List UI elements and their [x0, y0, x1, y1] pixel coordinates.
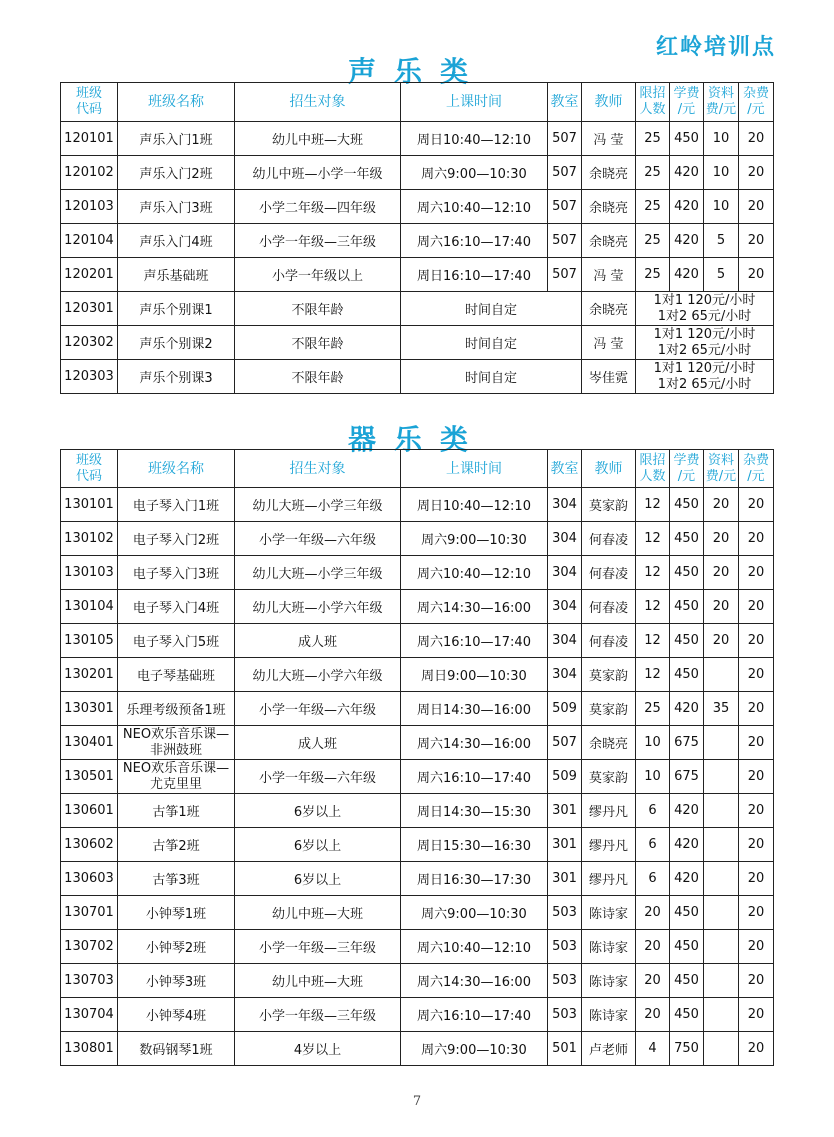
- misc-fee: 20: [739, 760, 774, 794]
- teacher: 余晓亮: [582, 156, 636, 190]
- table-row: [61, 998, 774, 1032]
- class-time: 周六14:30—16:00: [401, 590, 548, 624]
- enroll-target: 小学一年级—六年级: [235, 522, 401, 556]
- misc-fee: 20: [739, 794, 774, 828]
- teacher: 何春凌: [582, 624, 636, 658]
- teacher: 陈诗家: [582, 964, 636, 998]
- enroll-target: 6岁以上: [235, 862, 401, 896]
- tuition-fee: 450: [670, 896, 704, 930]
- enroll-limit: 10: [636, 760, 670, 794]
- misc-fee: 20: [739, 258, 774, 292]
- enroll-limit: 12: [636, 590, 670, 624]
- class-name: NEO欢乐音乐课—尤克里里: [118, 760, 235, 794]
- class-time: 周六9:00—10:30: [401, 522, 548, 556]
- class-time: 周六10:40—12:10: [401, 556, 548, 590]
- tuition-fee: 420: [670, 224, 704, 258]
- class-time: 周六16:10—17:40: [401, 624, 548, 658]
- classroom: 507: [548, 258, 582, 292]
- table-row: [61, 224, 774, 258]
- class-name: 古筝3班: [118, 862, 235, 896]
- teacher: 余晓亮: [582, 726, 636, 760]
- table-row: [61, 692, 774, 726]
- misc-fee: 20: [739, 190, 774, 224]
- table-row: [61, 292, 774, 326]
- teacher: 冯 莹: [582, 326, 636, 360]
- class-code: 130105: [61, 624, 118, 658]
- teacher: 余晓亮: [582, 292, 636, 326]
- enroll-target: 不限年龄: [235, 292, 401, 326]
- enroll-target: 6岁以上: [235, 794, 401, 828]
- enroll-limit: 12: [636, 624, 670, 658]
- tuition-fee: 420: [670, 828, 704, 862]
- class-name: 电子琴入门2班: [118, 522, 235, 556]
- header-misc: 杂费 /元: [739, 83, 774, 122]
- class-time: 周六16:10—17:40: [401, 224, 548, 258]
- table-row: [61, 122, 774, 156]
- enroll-target: 小学一年级—三年级: [235, 998, 401, 1032]
- header-name: 班级名称: [118, 83, 235, 122]
- tuition-fee: 450: [670, 964, 704, 998]
- class-code: 130301: [61, 692, 118, 726]
- material-fee: 20: [704, 488, 739, 522]
- classroom: 301: [548, 828, 582, 862]
- enroll-limit: 25: [636, 692, 670, 726]
- class-time: 周日14:30—15:30: [401, 794, 548, 828]
- enroll-target: 幼儿大班—小学三年级: [235, 488, 401, 522]
- material-fee: 5: [704, 258, 739, 292]
- class-name: 小钟琴4班: [118, 998, 235, 1032]
- table-row: [61, 964, 774, 998]
- material-fee: 10: [704, 190, 739, 224]
- enroll-limit: 6: [636, 828, 670, 862]
- header-code: 班级 代码: [61, 83, 118, 122]
- header-fee: 学费 /元: [670, 83, 704, 122]
- material-fee: [704, 896, 739, 930]
- classroom: 304: [548, 556, 582, 590]
- enroll-target: 小学一年级—三年级: [235, 930, 401, 964]
- teacher: 岑佳霓: [582, 360, 636, 394]
- class-name: 声乐个别课1: [118, 292, 235, 326]
- material-fee: [704, 726, 739, 760]
- material-fee: 10: [704, 122, 739, 156]
- classroom: 507: [548, 224, 582, 258]
- class-code: 120102: [61, 156, 118, 190]
- enroll-limit: 20: [636, 998, 670, 1032]
- table-row: [61, 156, 774, 190]
- enroll-limit: 25: [636, 190, 670, 224]
- enroll-target: 幼儿中班—小学一年级: [235, 156, 401, 190]
- material-fee: [704, 930, 739, 964]
- teacher: 卢老师: [582, 1032, 636, 1066]
- tuition-fee: 420: [670, 862, 704, 896]
- class-time: 周六14:30—16:00: [401, 964, 548, 998]
- tuition-fee: 420: [670, 692, 704, 726]
- misc-fee: 20: [739, 522, 774, 556]
- misc-fee: 20: [739, 1032, 774, 1066]
- material-fee: [704, 760, 739, 794]
- class-time: 周日16:30—17:30: [401, 862, 548, 896]
- material-fee: [704, 1032, 739, 1066]
- enroll-limit: 12: [636, 522, 670, 556]
- material-fee: [704, 998, 739, 1032]
- class-code: 130102: [61, 522, 118, 556]
- tuition-fee: 450: [670, 998, 704, 1032]
- class-name: NEO欢乐音乐课—非洲鼓班: [118, 726, 235, 760]
- class-code: 130603: [61, 862, 118, 896]
- classroom: 503: [548, 930, 582, 964]
- classroom: 503: [548, 998, 582, 1032]
- tutor-fee-line: 1对2 65元/小时: [657, 342, 752, 358]
- misc-fee: 20: [739, 556, 774, 590]
- misc-fee: 20: [739, 122, 774, 156]
- enroll-limit: 4: [636, 1032, 670, 1066]
- class-time: 周日16:10—17:40: [401, 258, 548, 292]
- misc-fee: 20: [739, 896, 774, 930]
- misc-fee: 20: [739, 624, 774, 658]
- tutor-fee-line: 1对2 65元/小时: [657, 376, 752, 392]
- teacher: 陈诗家: [582, 896, 636, 930]
- class-code: 130701: [61, 896, 118, 930]
- enroll-limit: 6: [636, 794, 670, 828]
- class-name: 小钟琴2班: [118, 930, 235, 964]
- class-code: 130104: [61, 590, 118, 624]
- tuition-fee: 420: [670, 794, 704, 828]
- header-material: 资料 费/元: [704, 83, 739, 122]
- classroom: 301: [548, 862, 582, 896]
- classroom: 509: [548, 760, 582, 794]
- material-fee: 20: [704, 590, 739, 624]
- class-time: 时间自定: [401, 360, 582, 394]
- class-code: 120103: [61, 190, 118, 224]
- teacher: 何春凌: [582, 522, 636, 556]
- class-time: 周日10:40—12:10: [401, 488, 548, 522]
- table-row: [61, 326, 774, 360]
- tutor-fee-line: 1对1 120元/小时: [653, 326, 756, 342]
- material-fee: 20: [704, 624, 739, 658]
- class-name: 声乐入门4班: [118, 224, 235, 258]
- tuition-fee: 450: [670, 590, 704, 624]
- enroll-limit: 12: [636, 488, 670, 522]
- class-code: 130101: [61, 488, 118, 522]
- enroll-limit: 20: [636, 930, 670, 964]
- enroll-target: 不限年龄: [235, 326, 401, 360]
- enroll-target: 幼儿中班—大班: [235, 896, 401, 930]
- classroom: 501: [548, 1032, 582, 1066]
- material-fee: 5: [704, 224, 739, 258]
- enroll-target: 小学一年级—三年级: [235, 224, 401, 258]
- enroll-limit: 25: [636, 156, 670, 190]
- class-name: 电子琴入门1班: [118, 488, 235, 522]
- class-time: 时间自定: [401, 326, 582, 360]
- tuition-fee: 450: [670, 122, 704, 156]
- material-fee: 10: [704, 156, 739, 190]
- class-time: 周六14:30—16:00: [401, 726, 548, 760]
- enroll-limit: 25: [636, 258, 670, 292]
- enroll-target: 幼儿大班—小学三年级: [235, 556, 401, 590]
- tuition-fee: 450: [670, 556, 704, 590]
- class-time: 周六9:00—10:30: [401, 1032, 548, 1066]
- class-code: 120101: [61, 122, 118, 156]
- class-name: 小钟琴1班: [118, 896, 235, 930]
- misc-fee: 20: [739, 488, 774, 522]
- teacher: 余晓亮: [582, 190, 636, 224]
- classroom: 509: [548, 692, 582, 726]
- teacher: 何春凌: [582, 556, 636, 590]
- tuition-fee: 450: [670, 488, 704, 522]
- class-time: 周日10:40—12:10: [401, 122, 548, 156]
- class-name: 声乐个别课2: [118, 326, 235, 360]
- tutor-fee-line: 1对2 65元/小时: [657, 308, 752, 324]
- class-code: 130501: [61, 760, 118, 794]
- tuition-fee: 675: [670, 760, 704, 794]
- material-fee: 20: [704, 556, 739, 590]
- classroom: 304: [548, 624, 582, 658]
- class-code: 130601: [61, 794, 118, 828]
- enroll-limit: 20: [636, 896, 670, 930]
- teacher: 缪丹凡: [582, 862, 636, 896]
- table-row: [61, 862, 774, 896]
- misc-fee: 20: [739, 828, 774, 862]
- enroll-limit: 10: [636, 726, 670, 760]
- table-row: [61, 658, 774, 692]
- table-row: [61, 590, 774, 624]
- class-name: 声乐入门1班: [118, 122, 235, 156]
- teacher: 莫家韵: [582, 658, 636, 692]
- enroll-limit: 25: [636, 224, 670, 258]
- table-row: [61, 726, 774, 760]
- enroll-target: 幼儿大班—小学六年级: [235, 658, 401, 692]
- teacher: 缪丹凡: [582, 828, 636, 862]
- class-code: 130801: [61, 1032, 118, 1066]
- class-name: 声乐个别课3: [118, 360, 235, 394]
- misc-fee: 20: [739, 998, 774, 1032]
- classroom: 301: [548, 794, 582, 828]
- enroll-target: 成人班: [235, 726, 401, 760]
- teacher: 余晓亮: [582, 224, 636, 258]
- classroom: 503: [548, 896, 582, 930]
- class-name: 电子琴入门3班: [118, 556, 235, 590]
- enroll-target: 成人班: [235, 624, 401, 658]
- tuition-fee: 420: [670, 258, 704, 292]
- enroll-target: 小学一年级—六年级: [235, 760, 401, 794]
- class-code: 130702: [61, 930, 118, 964]
- classroom: 507: [548, 156, 582, 190]
- table-row: [61, 794, 774, 828]
- tuition-fee: 750: [670, 1032, 704, 1066]
- teacher: 冯 莹: [582, 258, 636, 292]
- class-code: 130704: [61, 998, 118, 1032]
- classroom: 507: [548, 122, 582, 156]
- header-teacher: 教师: [582, 83, 636, 122]
- teacher: 缪丹凡: [582, 794, 636, 828]
- classroom: 503: [548, 964, 582, 998]
- tuition-fee: 450: [670, 658, 704, 692]
- class-name: 古筝1班: [118, 794, 235, 828]
- class-time: 周六16:10—17:40: [401, 760, 548, 794]
- tutor-fee: [636, 292, 774, 326]
- teacher: 冯 莹: [582, 122, 636, 156]
- class-time: 时间自定: [401, 292, 582, 326]
- class-code: 120104: [61, 224, 118, 258]
- header-room: 教室: [548, 450, 582, 488]
- header-room: 教室: [548, 83, 582, 122]
- class-name: 古筝2班: [118, 828, 235, 862]
- section-title-vocal: 声乐类: [347, 55, 486, 88]
- class-time: 周日14:30—16:00: [401, 692, 548, 726]
- header-target: 招生对象: [235, 450, 401, 488]
- class-time: 周六9:00—10:30: [401, 896, 548, 930]
- material-fee: [704, 964, 739, 998]
- class-time: 周六10:40—12:10: [401, 190, 548, 224]
- misc-fee: 20: [739, 224, 774, 258]
- class-time: 周六9:00—10:30: [401, 156, 548, 190]
- vocal-schedule-table: [60, 82, 774, 394]
- table-row: [61, 258, 774, 292]
- class-code: 120301: [61, 292, 118, 326]
- table-row: [61, 828, 774, 862]
- misc-fee: 20: [739, 930, 774, 964]
- header-limit: 限招 人数: [636, 83, 670, 122]
- teacher: 何春凌: [582, 590, 636, 624]
- class-code: 130602: [61, 828, 118, 862]
- table-row: [61, 556, 774, 590]
- class-time: 周六10:40—12:10: [401, 930, 548, 964]
- tutor-fee: [636, 326, 774, 360]
- misc-fee: 20: [739, 726, 774, 760]
- class-code: 120201: [61, 258, 118, 292]
- enroll-target: 4岁以上: [235, 1032, 401, 1066]
- class-name: 电子琴入门4班: [118, 590, 235, 624]
- table-row: [61, 190, 774, 224]
- class-name: 声乐基础班: [118, 258, 235, 292]
- enroll-limit: 6: [636, 862, 670, 896]
- enroll-target: 不限年龄: [235, 360, 401, 394]
- enroll-target: 小学一年级以上: [235, 258, 401, 292]
- location-title: 红岭培训点: [655, 35, 776, 60]
- table-row: [61, 930, 774, 964]
- class-time: 周六16:10—17:40: [401, 998, 548, 1032]
- tuition-fee: 420: [670, 156, 704, 190]
- tuition-fee: 450: [670, 522, 704, 556]
- enroll-limit: 12: [636, 658, 670, 692]
- enroll-target: 小学二年级—四年级: [235, 190, 401, 224]
- header-limit: 限招 人数: [636, 450, 670, 488]
- misc-fee: 20: [739, 692, 774, 726]
- enroll-target: 6岁以上: [235, 828, 401, 862]
- header-time: 上课时间: [401, 83, 548, 122]
- table-row: [61, 624, 774, 658]
- tuition-fee: 450: [670, 930, 704, 964]
- material-fee: [704, 862, 739, 896]
- classroom: 304: [548, 590, 582, 624]
- classroom: 304: [548, 658, 582, 692]
- enroll-target: 小学一年级—六年级: [235, 692, 401, 726]
- enroll-limit: 20: [636, 964, 670, 998]
- class-name: 电子琴基础班: [118, 658, 235, 692]
- misc-fee: 20: [739, 964, 774, 998]
- teacher: 莫家韵: [582, 760, 636, 794]
- class-name: 电子琴入门5班: [118, 624, 235, 658]
- class-code: 120302: [61, 326, 118, 360]
- header-fee: 学费 /元: [670, 450, 704, 488]
- header-time: 上课时间: [401, 450, 548, 488]
- tuition-fee: 420: [670, 190, 704, 224]
- teacher: 莫家韵: [582, 692, 636, 726]
- enroll-target: 幼儿中班—大班: [235, 122, 401, 156]
- class-name: 数码钢琴1班: [118, 1032, 235, 1066]
- class-name: 声乐入门3班: [118, 190, 235, 224]
- tuition-fee: 675: [670, 726, 704, 760]
- material-fee: [704, 658, 739, 692]
- enroll-target: 幼儿中班—大班: [235, 964, 401, 998]
- enroll-target: 幼儿大班—小学六年级: [235, 590, 401, 624]
- header-teacher: 教师: [582, 450, 636, 488]
- material-fee: [704, 794, 739, 828]
- table-row: [61, 760, 774, 794]
- header-target: 招生对象: [235, 83, 401, 122]
- class-name: 乐理考级预备1班: [118, 692, 235, 726]
- class-name: 声乐入门2班: [118, 156, 235, 190]
- material-fee: 20: [704, 522, 739, 556]
- header-name: 班级名称: [118, 450, 235, 488]
- classroom: 507: [548, 726, 582, 760]
- table-row: [61, 896, 774, 930]
- class-code: 120303: [61, 360, 118, 394]
- class-code: 130103: [61, 556, 118, 590]
- misc-fee: 20: [739, 658, 774, 692]
- classroom: 304: [548, 488, 582, 522]
- tuition-fee: 450: [670, 624, 704, 658]
- class-code: 130401: [61, 726, 118, 760]
- class-code: 130703: [61, 964, 118, 998]
- misc-fee: 20: [739, 590, 774, 624]
- table-row: [61, 360, 774, 394]
- table-row: [61, 488, 774, 522]
- classroom: 304: [548, 522, 582, 556]
- header-material: 资料 费/元: [704, 450, 739, 488]
- misc-fee: 20: [739, 156, 774, 190]
- enroll-limit: 25: [636, 122, 670, 156]
- section-title-instrumental: 器乐类: [347, 423, 486, 456]
- class-name: 小钟琴3班: [118, 964, 235, 998]
- class-code: 130201: [61, 658, 118, 692]
- tutor-fee-line: 1对1 120元/小时: [653, 292, 756, 308]
- table-row: [61, 1032, 774, 1066]
- teacher: 陈诗家: [582, 998, 636, 1032]
- enroll-limit: 12: [636, 556, 670, 590]
- teacher: 莫家韵: [582, 488, 636, 522]
- misc-fee: 20: [739, 862, 774, 896]
- classroom: 507: [548, 190, 582, 224]
- class-time: 周日15:30—16:30: [401, 828, 548, 862]
- header-code: 班级 代码: [61, 450, 118, 488]
- instrumental-schedule-table: [60, 449, 774, 1066]
- teacher: 陈诗家: [582, 930, 636, 964]
- tutor-fee-line: 1对1 120元/小时: [653, 360, 756, 376]
- class-time: 周日9:00—10:30: [401, 658, 548, 692]
- tutor-fee: [636, 360, 774, 394]
- material-fee: [704, 828, 739, 862]
- material-fee: 35: [704, 692, 739, 726]
- page-number: 7: [412, 1094, 422, 1109]
- table-row: [61, 522, 774, 556]
- header-misc: 杂费 /元: [739, 450, 774, 488]
